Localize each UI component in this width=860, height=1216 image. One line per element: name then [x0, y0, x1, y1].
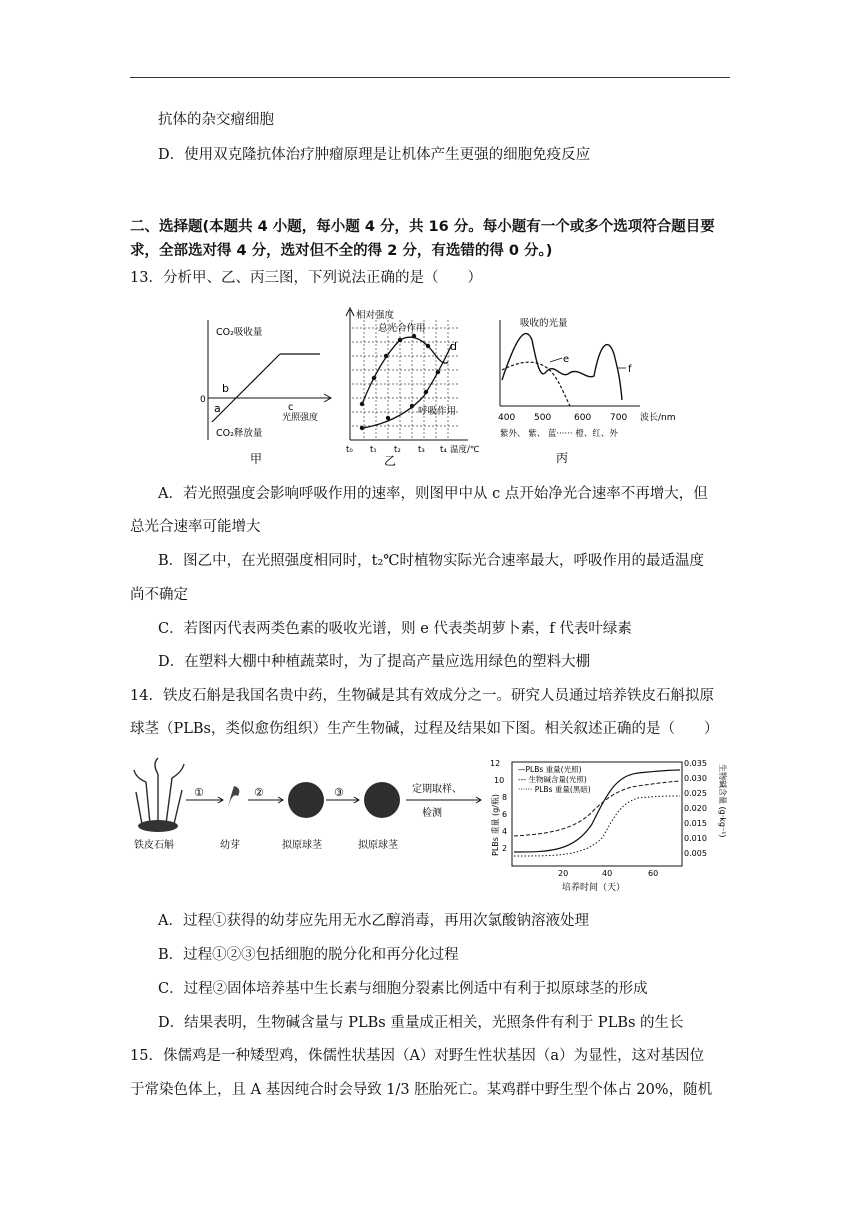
y-left-label: PLBs 重量 (g/瓶)	[491, 793, 500, 856]
x-tick-20: 20	[558, 869, 569, 878]
option-13a-2: 总光合速率可能增大	[130, 519, 261, 535]
text-line: 抗体的杂交瘤细胞	[158, 112, 274, 128]
sprout-icon	[228, 786, 239, 808]
x-tick-40: 40	[602, 869, 613, 878]
x-unit: 波长/nm	[640, 413, 676, 423]
plant-icon	[134, 758, 184, 824]
figure-14-chart	[488, 752, 728, 898]
x-unit: 温度/℃	[450, 445, 480, 455]
label-sprout: 幼芽	[220, 840, 240, 851]
y-right-tick-0035: 0.035	[684, 759, 707, 768]
x-axis-label: 培养时间（天）	[562, 883, 626, 893]
label-plbs-2: 拟原球茎	[358, 840, 398, 851]
option-14c: C．过程②固体培养基中生长素与细胞分裂素比例适中有利于拟原球茎的形成	[158, 981, 648, 997]
option-14b: B．过程①②③包括细胞的脱分化和再分化过程	[158, 947, 459, 963]
point-d: d	[450, 340, 457, 353]
label-plbs-1: 拟原球茎	[282, 840, 322, 851]
curve-plbs-dark	[514, 796, 680, 856]
tick-t3: t₃	[418, 445, 425, 455]
figure-yi	[340, 300, 486, 472]
y-right-tick-0020: 0.020	[684, 804, 707, 813]
option-14a: A．过程①获得的幼芽应先用无水乙醇消毒，再用次氯酸钠溶液处理	[158, 913, 589, 929]
section-heading-cont: 求，全部选对得 4 分，选对但不全的得 2 分，有选错的得 0 分。)	[130, 243, 553, 259]
color-row: 紫外、 紫、 蓝······ 橙、红、外	[500, 429, 618, 439]
tick-400: 400	[498, 413, 516, 423]
option-13c: C．若图丙代表两类色素的吸收光谱，则 e 代表类胡萝卜素，f 代表叶绿素	[158, 621, 632, 637]
plbs-icon-1	[288, 782, 324, 818]
point-e: e	[563, 354, 570, 365]
x-tick-60: 60	[648, 869, 659, 878]
caption-jia: 甲	[250, 452, 263, 466]
question-14-1: 14．铁皮石斛是我国名贵中药，生物碱是其有效成分之一。研究人员通过培养铁皮石斛拟原	[130, 688, 714, 704]
curve-label-total: 总光合作用	[378, 323, 426, 334]
curve-label-resp: 呼吸作用	[418, 406, 457, 417]
arrow-note-1: 定期取样、	[412, 784, 462, 795]
tick-t0: t₀	[346, 445, 353, 455]
x-axis-label: 光照强度	[282, 413, 319, 423]
arrow-note-2: 检测	[422, 808, 442, 819]
point-b: b	[222, 382, 229, 395]
y-right-tick-0025: 0.025	[684, 789, 707, 798]
legend-alkaloid: --- 生物碱含量(光照)	[518, 775, 587, 784]
tick-t1: t₁	[370, 445, 377, 455]
option-13b-2: 尚不确定	[130, 587, 188, 603]
plant-root	[138, 820, 178, 832]
zero-label: 0	[200, 395, 206, 405]
y-right-tick-0030: 0.030	[684, 774, 707, 783]
y-axis-label: 相对强度	[356, 310, 395, 321]
y-left-tick-12: 12	[490, 759, 501, 768]
y-right-tick-0015: 0.015	[684, 819, 707, 828]
legend-dark: ······ PLBs 重量(黑暗)	[518, 785, 591, 794]
y-left-tick-8: 8	[502, 793, 508, 802]
option-13a-1: A．若光照强度会影响呼吸作用的速率，则图甲中从 c 点开始净光合速率不再增大，但	[158, 486, 708, 502]
y-top-label: CO₂吸收量	[216, 327, 263, 338]
option-14d: D．结果表明，生物碱含量与 PLBs 重量成正相关，光照条件有利于 PLBs 的生长	[158, 1015, 684, 1031]
caption-bing: 丙	[556, 451, 569, 465]
tick-t2: t₂	[394, 445, 401, 455]
y-left-tick-2: 2	[502, 844, 508, 853]
step-3: ③	[334, 786, 344, 799]
y-right-label: 生物碱含量 (g·kg⁻¹)	[718, 764, 727, 838]
tick-600: 600	[574, 413, 592, 423]
option-d: D．使用双克隆抗体治疗肿瘤原理是让机体产生更强的细胞免疫反应	[158, 147, 591, 163]
section-heading: 二、选择题(本题共 4 小题，每小题 4 分，共 16 分。每小题有一个或多个选项符合题目要	[130, 219, 715, 235]
y-left-tick-6: 6	[502, 810, 508, 819]
y-axis-label: 吸收的光量	[520, 318, 568, 329]
y-bottom-label: CO₂释放量	[216, 428, 263, 439]
legend-light: —PLBs 重量(光照)	[518, 765, 582, 774]
header-rule	[130, 77, 730, 78]
option-13b-1: B．图乙中，在光照强度相同时，t₂℃时植物实际光合速率最大，呼吸作用的最适温度	[158, 553, 705, 569]
step-1: ①	[194, 786, 204, 799]
y-left-tick-4: 4	[502, 827, 508, 836]
question-15-2: 于常染色体上，且 A 基因纯合时会导致 1/3 胚胎死亡。某鸡群中野生型个体占 20%，随机	[130, 1082, 713, 1098]
figure-bing	[490, 300, 710, 472]
plbs-icon-2	[364, 782, 400, 818]
question-13: 13．分析甲、乙、丙三图，下列说法正确的是（ ）	[130, 270, 482, 286]
tick-700: 700	[610, 413, 628, 423]
y-left-tick-10: 10	[494, 776, 505, 785]
figure-14-process	[130, 752, 490, 862]
tick-t4: t₄	[440, 445, 447, 455]
question-15-1: 15．侏儒鸡是一种矮型鸡，侏儒性状基因（A）对野生性状基因（a）为显性，这对基因位	[130, 1048, 705, 1064]
step-2: ②	[254, 786, 264, 799]
label-plant: 铁皮石斛	[134, 840, 174, 851]
y-right-tick-0005: 0.005	[684, 849, 707, 858]
caption-yi: 乙	[384, 454, 397, 468]
option-13d: D．在塑料大棚中种植蔬菜时，为了提高产量应选用绿色的塑料大棚	[158, 654, 591, 670]
point-f: f	[628, 364, 632, 375]
figure-jia	[196, 300, 336, 472]
y-right-tick-0010: 0.010	[684, 834, 707, 843]
tick-500: 500	[534, 413, 552, 423]
point-a: a	[214, 402, 221, 415]
question-14-2: 球茎（PLBs，类似愈伤组织）生产生物碱，过程及结果如下图。相关叙述正确的是（ ）	[130, 721, 719, 737]
point-c: c	[288, 402, 294, 413]
